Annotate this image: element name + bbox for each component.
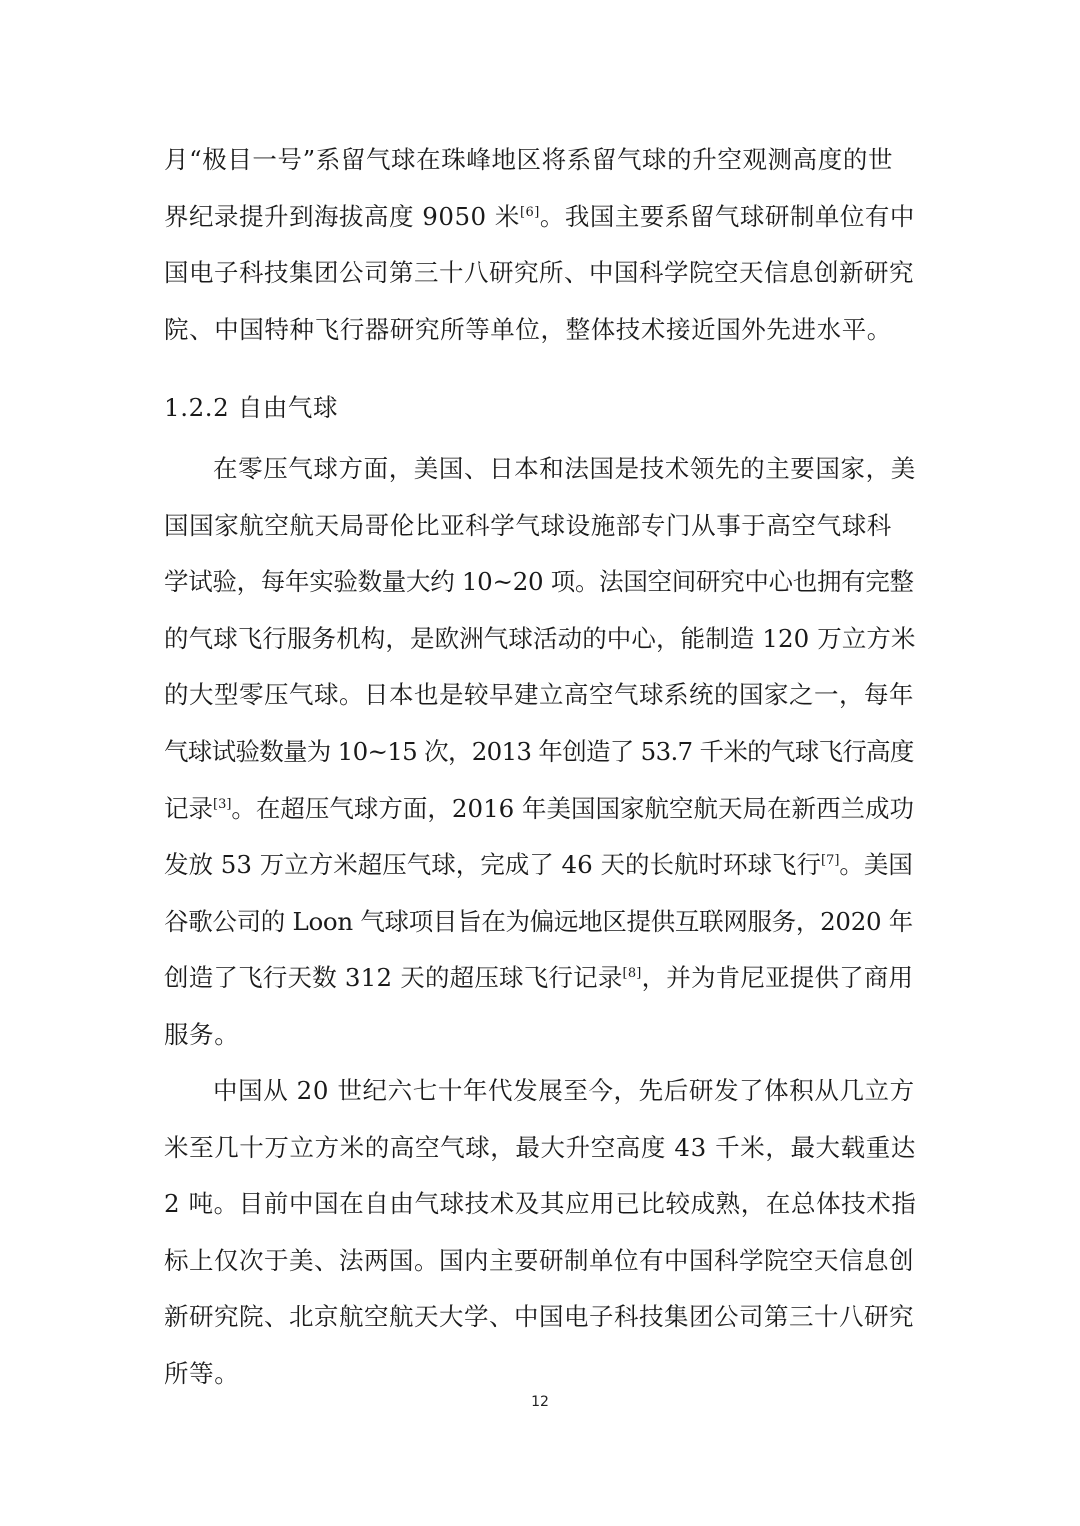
- paragraph-tethered-balloon: [164, 132, 916, 358]
- paragraph-free-balloon-china: [164, 1063, 916, 1403]
- text-line: 中国从 20 世纪六七十年代发展至今，先后研发了体积从几立方: [213, 1076, 915, 1105]
- citation-ref[interactable]: [8]: [622, 966, 642, 982]
- text-line: 国电子科技集团公司第三十八研究所、中国科学院空天信息创新研究: [164, 258, 914, 288]
- citation-ref[interactable]: [3]: [213, 796, 232, 812]
- text-line: 2 吨。目前中国在自由气球技术及其应用已比较成熟，在总体技术指: [164, 1189, 917, 1219]
- text-line: 记录[3]。在超压气球方面，2016 年美国国家航空航天局在新西兰成功: [164, 793, 915, 823]
- citation-ref[interactable]: [6]: [519, 204, 540, 220]
- citation-ref[interactable]: [7]: [821, 853, 840, 869]
- text-line: 学试验，每年实验数量大约 10~20 项。法国空间研究中心也拥有完整: [164, 567, 914, 597]
- text-line: 标上仅次于美、法两国。国内主要研制单位有中国科学院空天信息创: [164, 1245, 914, 1275]
- text-line: 界纪录提升到海拔高度 9050 米[6]。我国主要系留气球研制单位有中: [164, 201, 915, 231]
- text-line: 服务。: [164, 1019, 240, 1049]
- text-line: 所等。: [164, 1358, 240, 1388]
- text-line: 气球试验数量为 10~15 次，2013 年创造了 53.7 千米的气球飞行高度: [164, 736, 914, 766]
- text-line: 米至几十万立方米的高空气球，最大升空高度 43 千米，最大载重达: [164, 1132, 916, 1162]
- section-heading: 1.2.2 自由气球: [164, 393, 339, 422]
- text-line: 国国家航空航天局哥伦比亚科学气球设施部专门从事于高空气球科: [164, 510, 892, 540]
- text-line: 院、中国特种飞行器研究所等单位，整体技术接近国外先进水平。: [164, 314, 892, 344]
- text-line: 新研究院、北京航空航天大学、中国电子科技集团公司第三十八研究: [164, 1302, 914, 1332]
- text-line: 谷歌公司的 Loon 气球项目旨在为偏远地区提供互联网服务，2020 年: [164, 906, 913, 936]
- text-line: 发放 53 万立方米超压气球，完成了 46 天的长航时环球飞行[7]。美国: [164, 850, 913, 880]
- text-line: 创造了飞行天数 312 天的超压球飞行记录[8]，并为肯尼亚提供了商用: [164, 963, 914, 993]
- text-line: 的大型零压气球。日本也是较早建立高空气球系统的国家之一，每年: [164, 680, 914, 710]
- paragraph-free-balloon-international: [164, 441, 916, 1064]
- text-line: 月“极目一号”系留气球在珠峰地区将系留气球的升空观测高度的世: [164, 145, 894, 174]
- text-line: 在零压气球方面，美国、日本和法国是技术领先的主要国家，美: [213, 454, 916, 483]
- page-number: 12: [531, 1394, 549, 1410]
- text-line: 的气球飞行服务机构，是欧洲气球活动的中心，能制造 120 万立方米: [164, 623, 916, 653]
